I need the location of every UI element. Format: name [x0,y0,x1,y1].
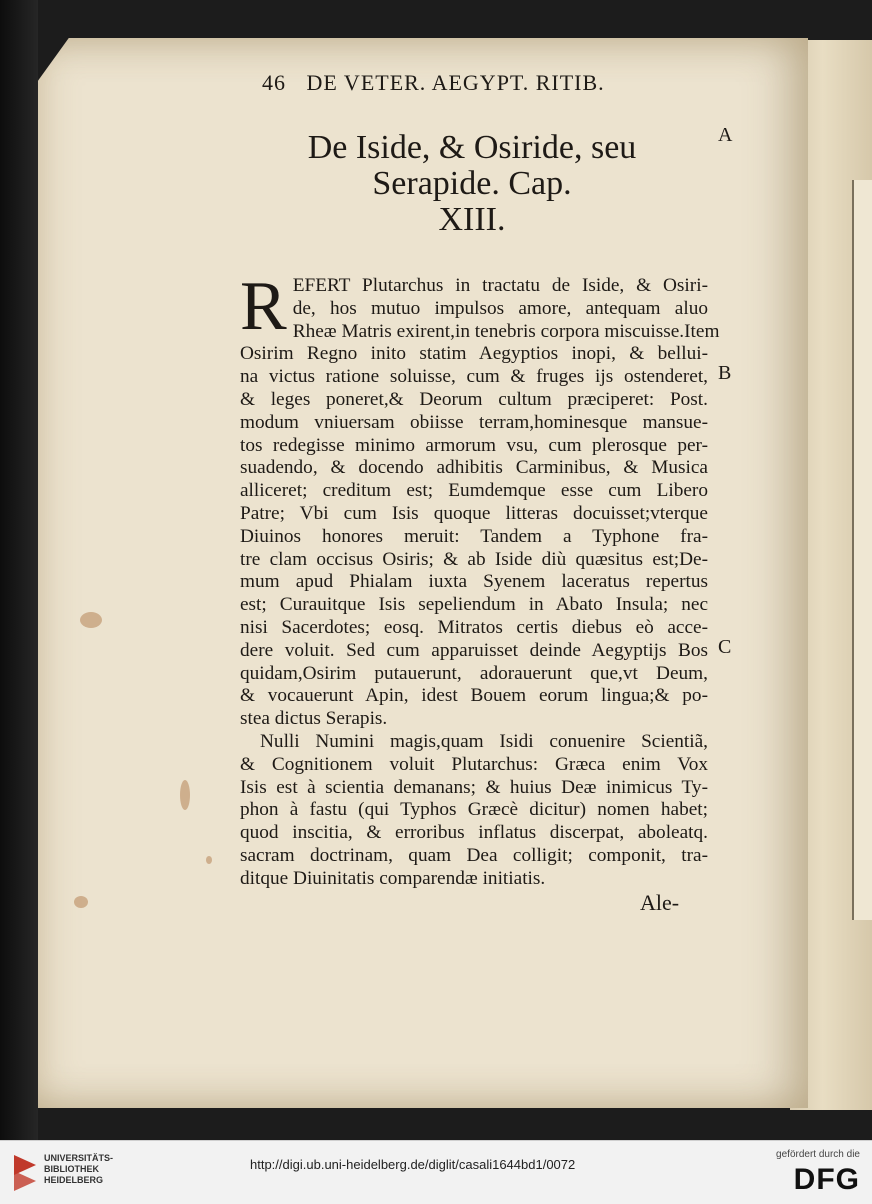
stain [206,856,212,864]
text-line: phon à fastu (qui Typhos Græcè dicitur) nomen habet; [240,799,708,821]
text-line: Nulli Numini magis,quam Isidi conuenire Scientiã, [260,730,708,752]
catchword: Ale- [640,890,680,915]
facing-plate [852,180,872,920]
text-line: Isis est à scientia demanans; & huius Deæ inimicus Ty- [240,776,708,798]
book-cover-edge [0,0,38,1140]
stain [80,612,102,628]
text-line: suadendo, & docendo adhibitis Carminibus, & Musica [240,457,708,479]
body-text [240,268,720,891]
text-line: de, hos mutuo impulsos amore, antequam aluo [292,297,708,319]
text-line: quidam,Osirim putauerunt, adorauerunt que,vt Deum, [240,662,708,684]
text-line: quod inscitia, & erroribus inflatus discerpat, aboleatq. [240,822,708,844]
text-line: & Cognitionem voluit Plutarchus: Græca enim Vox [240,753,708,775]
library-line: HEIDELBERG [44,1175,104,1185]
library-line: BIBLIOTHEK [44,1164,99,1174]
viewer-footer [0,1140,872,1204]
margin-letter-b: B [718,362,732,384]
text-line: dere voluit. Sed cum apparuisset deinde Aegyptijs Bos [240,639,708,661]
text-line: mum apud Phialam iuxta Syenem laceratus repertus [240,571,708,593]
text-line: nisi Sacerdotes; eosq. Mitratos certis diebus eò acce- [240,616,708,638]
library-name [44,1153,113,1186]
text-line: ditque Diuinitatis comparendæ initiatis. [240,867,546,889]
running-head: DE VETER. AEGYPT. RITIB. [306,70,605,95]
running-header [262,70,605,96]
text-line: EFERT Plutarchus in tractatu de Iside, & Osiri- [292,275,708,296]
text-line: Rheæ Matris exirent,in tenebris corpora miscuisse.Item [292,320,720,342]
text-line: est; Curauitque Isis sepeliendum in Abato Insula; nec [240,594,708,616]
text-line: Patre; Vbi cum Isis quoque litteras docuisset;vterque [240,502,708,524]
text-line: modum vniuersam obiisse terram,hominesque mansue- [240,411,708,433]
dfg-logo: DFG [793,1163,860,1196]
university-library-logo-icon [10,1151,40,1193]
text-line: alliceret; creditum est; Eumdemque esse cum Libero [240,480,708,502]
text-line: & leges poneret,& Deorum cultum præciperet: Post. [240,388,708,410]
title-line: XIII. [438,201,506,238]
text-line: & vocauerunt Apin, idest Bouem eorum lingua;& po- [240,685,708,707]
text-line: tre clam occisus Osiris; & ab Iside diù quæsitus est;De- [240,548,708,570]
text-line: na victus ratione soluisse, cum & fruges ijs ostenderet, [240,366,708,388]
margin-letter-a: A [718,124,733,146]
stain [180,780,190,810]
title-line: Serapide. Cap. [372,165,572,202]
stain [74,896,88,908]
permalink-url[interactable]: http://digi.ub.uni-heidelberg.de/diglit/casali1644bd1/0072 [250,1157,576,1172]
margin-letter-c: C [718,636,732,658]
page-number: 46 [262,70,286,95]
text-line: stea dictus Serapis. [240,708,388,730]
text-line: sacram doctrinam, quam Dea colligit; componit, tra- [240,844,708,866]
drop-cap: R [240,268,287,345]
text-line: tos redegisse minimo armorum vsu, cum plerosque per- [240,434,708,456]
funder-label: gefördert durch die [776,1149,860,1160]
library-line: UNIVERSITÄTS- [44,1153,114,1163]
text-line: Osirim Regno inito statim Aegyptios inopi, & bellui- [240,343,708,365]
chapter-title [262,130,682,238]
text-line: Diuinos honores meruit: Tandem a Typhone fra- [240,525,708,547]
title-line: De Iside, & Osiride, seu [307,129,637,166]
